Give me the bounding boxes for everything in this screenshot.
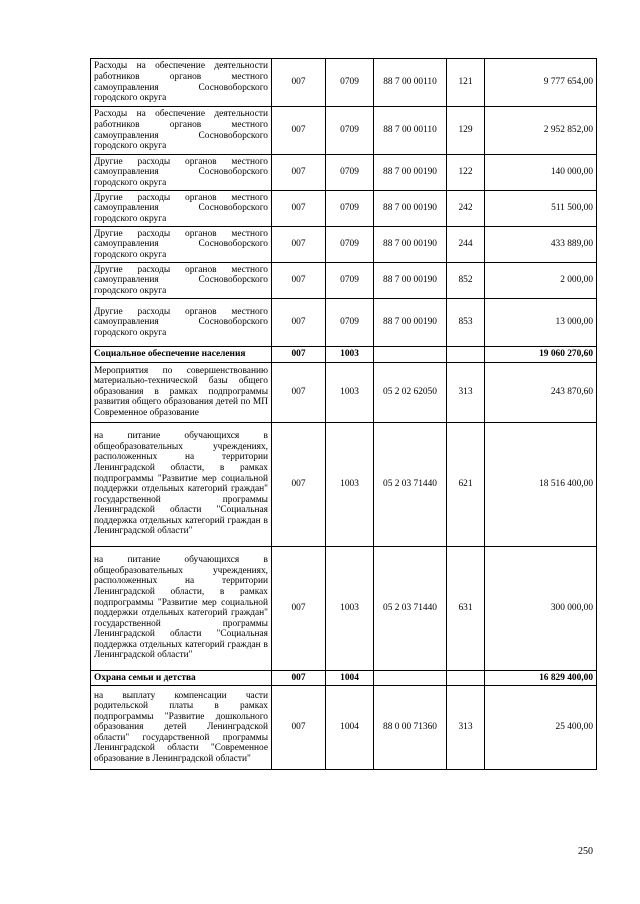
description-cell: на питание обучающихся в общеобразовательных учреждениях, расположенных на территории Ленинградской области, в рамках подпрограммы "Развитие мер социальной поддержки отдельных категорий граждан" государственной программы Ленинградской области "Социальная поддержка отдельных категорий граждан в Ленинградской области" bbox=[91, 546, 272, 670]
description-cell: Мероприятия по совершенствованию материально-технической базы общего образования в рамках подпрограммы развития общего образования детей по МП Современное образование bbox=[91, 362, 272, 422]
section-code-cell: 0709 bbox=[326, 227, 374, 263]
description-cell: Другие расходы органов местного самоуправления Сосновоборского городского округа bbox=[91, 155, 272, 191]
expense-type-cell: 313 bbox=[447, 362, 485, 422]
section-code-cell: 1003 bbox=[326, 347, 374, 363]
target-article-cell: 88 0 00 71360 bbox=[374, 686, 447, 770]
amount-cell: 2 000,00 bbox=[485, 263, 597, 299]
ministry-code-cell: 007 bbox=[272, 107, 326, 155]
table-row bbox=[91, 227, 597, 263]
table-row bbox=[91, 422, 597, 546]
amount-cell: 2 952 852,00 bbox=[485, 107, 597, 155]
ministry-code-cell: 007 bbox=[272, 362, 326, 422]
expense-type-cell: 853 bbox=[447, 299, 485, 347]
expense-type-cell: 631 bbox=[447, 546, 485, 670]
description-cell: Расходы на обеспечение деятельности работников органов местного самоуправления Сосновоборского городского округа bbox=[91, 59, 272, 107]
amount-cell: 13 000,00 bbox=[485, 299, 597, 347]
amount-cell: 243 870,60 bbox=[485, 362, 597, 422]
description-cell: Другие расходы органов местного самоуправления Сосновоборского городского округа bbox=[91, 263, 272, 299]
expense-type-cell: 852 bbox=[447, 263, 485, 299]
expense-type-cell: 244 bbox=[447, 227, 485, 263]
section-total-row bbox=[91, 347, 597, 363]
table-row bbox=[91, 546, 597, 670]
amount-cell: 511 500,00 bbox=[485, 191, 597, 227]
amount-cell: 140 000,00 bbox=[485, 155, 597, 191]
ministry-code-cell: 007 bbox=[272, 670, 326, 686]
description-cell: на питание обучающихся в общеобразовательных учреждениях, расположенных на территории Ленинградской области, в рамках подпрограммы "Развитие мер социальной поддержки отдельных категорий граждан" государственной программы Ленинградской области "Социальная поддержка отдельных категорий граждан в Ленинградской области" bbox=[91, 422, 272, 546]
table-row bbox=[91, 263, 597, 299]
ministry-code-cell: 007 bbox=[272, 227, 326, 263]
table-row bbox=[91, 299, 597, 347]
amount-cell: 300 000,00 bbox=[485, 546, 597, 670]
section-code-cell: 1003 bbox=[326, 422, 374, 546]
target-article-cell: 88 7 00 00190 bbox=[374, 263, 447, 299]
expense-type-cell: 129 bbox=[447, 107, 485, 155]
amount-cell: 18 516 400,00 bbox=[485, 422, 597, 546]
ministry-code-cell: 007 bbox=[272, 299, 326, 347]
expense-type-cell: 313 bbox=[447, 686, 485, 770]
ministry-code-cell: 007 bbox=[272, 686, 326, 770]
section-code-cell: 0709 bbox=[326, 263, 374, 299]
ministry-code-cell: 007 bbox=[272, 155, 326, 191]
description-cell: Другие расходы органов местного самоуправления Сосновоборского городского округа bbox=[91, 227, 272, 263]
page-number: 250 bbox=[578, 846, 593, 857]
section-code-cell: 0709 bbox=[326, 191, 374, 227]
ministry-code-cell: 007 bbox=[272, 263, 326, 299]
table-row bbox=[91, 155, 597, 191]
expense-type-cell: 122 bbox=[447, 155, 485, 191]
target-article-cell: 88 7 00 00190 bbox=[374, 227, 447, 263]
section-total-row bbox=[91, 670, 597, 686]
target-article-cell bbox=[374, 347, 447, 363]
section-code-cell: 0709 bbox=[326, 155, 374, 191]
target-article-cell: 88 7 00 00190 bbox=[374, 155, 447, 191]
amount-cell: 25 400,00 bbox=[485, 686, 597, 770]
ministry-code-cell: 007 bbox=[272, 422, 326, 546]
ministry-code-cell: 007 bbox=[272, 191, 326, 227]
section-code-cell: 1003 bbox=[326, 546, 374, 670]
table-row bbox=[91, 191, 597, 227]
amount-cell: 19 060 270,60 bbox=[485, 347, 597, 363]
amount-cell: 16 829 400,00 bbox=[485, 670, 597, 686]
expense-type-cell: 621 bbox=[447, 422, 485, 546]
table-row bbox=[91, 59, 597, 107]
ministry-code-cell: 007 bbox=[272, 347, 326, 363]
expense-type-cell: 121 bbox=[447, 59, 485, 107]
target-article-cell: 88 7 00 00190 bbox=[374, 299, 447, 347]
expense-type-cell bbox=[447, 347, 485, 363]
description-cell: Другие расходы органов местного самоуправления Сосновоборского городского округа bbox=[91, 191, 272, 227]
section-code-cell: 0709 bbox=[326, 299, 374, 347]
target-article-cell: 88 7 00 00110 bbox=[374, 59, 447, 107]
description-cell: Другие расходы органов местного самоуправления Сосновоборского городского округа bbox=[91, 299, 272, 347]
budget-table bbox=[90, 58, 597, 770]
table-row bbox=[91, 686, 597, 770]
section-code-cell: 0709 bbox=[326, 107, 374, 155]
description-cell: Охрана семьи и детства bbox=[91, 670, 272, 686]
table-body bbox=[91, 59, 597, 770]
expense-type-cell: 242 bbox=[447, 191, 485, 227]
expense-type-cell bbox=[447, 670, 485, 686]
ministry-code-cell: 007 bbox=[272, 546, 326, 670]
ministry-code-cell: 007 bbox=[272, 59, 326, 107]
description-cell: Социальное обеспечение населения bbox=[91, 347, 272, 363]
target-article-cell: 05 2 03 71440 bbox=[374, 422, 447, 546]
target-article-cell: 88 7 00 00190 bbox=[374, 191, 447, 227]
amount-cell: 9 777 654,00 bbox=[485, 59, 597, 107]
table-row bbox=[91, 107, 597, 155]
target-article-cell: 05 2 02 62050 bbox=[374, 362, 447, 422]
amount-cell: 433 889,00 bbox=[485, 227, 597, 263]
target-article-cell bbox=[374, 670, 447, 686]
section-code-cell: 1003 bbox=[326, 362, 374, 422]
section-code-cell: 1004 bbox=[326, 686, 374, 770]
target-article-cell: 88 7 00 00110 bbox=[374, 107, 447, 155]
section-code-cell: 0709 bbox=[326, 59, 374, 107]
section-code-cell: 1004 bbox=[326, 670, 374, 686]
table-row bbox=[91, 362, 597, 422]
description-cell: на выплату компенсации части родительской платы в рамках подпрограммы "Развитие дошкольного образования детей Ленинградской области" государственной программы Ленинградской области "Современное образование в Ленинградской области" bbox=[91, 686, 272, 770]
target-article-cell: 05 2 03 71440 bbox=[374, 546, 447, 670]
description-cell: Расходы на обеспечение деятельности работников органов местного самоуправления Сосновоборского городского округа bbox=[91, 107, 272, 155]
